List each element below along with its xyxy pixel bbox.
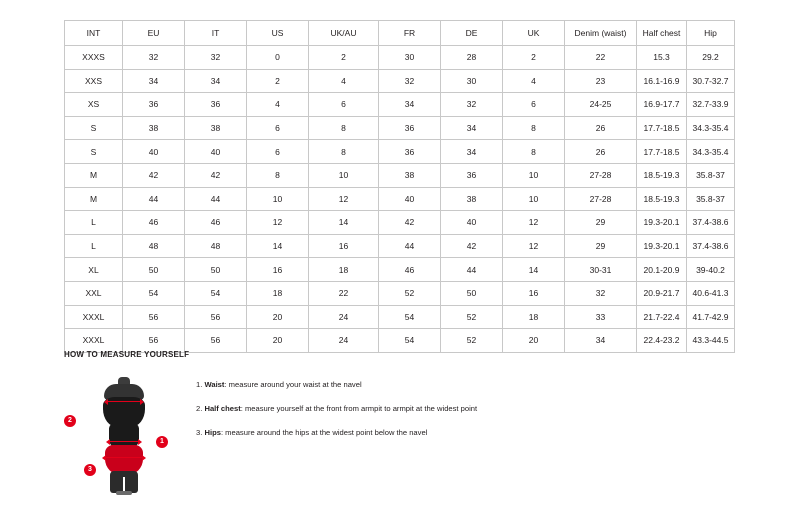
cell-fr: 36 [379, 140, 441, 164]
cell-denim-waist: 29 [565, 211, 637, 235]
cell-it: 38 [185, 116, 247, 140]
table-header [65, 21, 735, 46]
mannequin-body-icon [102, 377, 146, 487]
cell-int: XXXS [65, 46, 123, 70]
cell-uk: 6 [503, 93, 565, 117]
cell-uk-au: 16 [309, 234, 379, 258]
cell-half-chest: 20.1-20.9 [637, 258, 687, 282]
column-header-int: INT [65, 21, 123, 46]
how-to-measure-body [64, 369, 744, 499]
cell-hip: 34.3-35.4 [687, 116, 735, 140]
step-text: : measure yourself at the front from armpit to armpit at the widest point [240, 404, 478, 413]
how-to-measure-title: HOW TO MEASURE YOURSELF [64, 350, 190, 359]
cell-hip: 43.3-44.5 [687, 329, 735, 353]
cell-fr: 38 [379, 163, 441, 187]
hip-measure-arrow-icon [106, 457, 142, 458]
table-row [65, 140, 735, 164]
cell-hip: 37.4-38.6 [687, 211, 735, 235]
cell-fr: 44 [379, 234, 441, 258]
cell-half-chest: 21.7-22.4 [637, 305, 687, 329]
cell-de: 52 [441, 305, 503, 329]
step-number: 1. [196, 380, 203, 389]
cell-eu: 56 [123, 305, 185, 329]
measure-step-waist [196, 379, 477, 390]
table-row [65, 46, 735, 70]
cell-half-chest: 17.7-18.5 [637, 140, 687, 164]
cell-it: 56 [185, 305, 247, 329]
step-text: : measure around the hips at the widest point below the navel [220, 428, 428, 437]
cell-hip: 35.8-37 [687, 163, 735, 187]
cell-us: 10 [247, 187, 309, 211]
cell-de: 34 [441, 140, 503, 164]
table-row [65, 329, 735, 353]
cell-de: 44 [441, 258, 503, 282]
column-header-us: US [247, 21, 309, 46]
step-number: 3. [196, 428, 203, 437]
cell-eu: 46 [123, 211, 185, 235]
cell-denim-waist: 30-31 [565, 258, 637, 282]
cell-de: 50 [441, 281, 503, 305]
cell-us: 18 [247, 281, 309, 305]
cell-eu: 48 [123, 234, 185, 258]
cell-uk: 8 [503, 140, 565, 164]
cell-uk-au: 14 [309, 211, 379, 235]
cell-uk-au: 4 [309, 69, 379, 93]
column-header-half-chest: Half chest [637, 21, 687, 46]
cell-it: 46 [185, 211, 247, 235]
cell-uk: 2 [503, 46, 565, 70]
cell-half-chest: 17.7-18.5 [637, 116, 687, 140]
table-row [65, 93, 735, 117]
cell-it: 32 [185, 46, 247, 70]
cell-uk-au: 24 [309, 305, 379, 329]
cell-it: 54 [185, 281, 247, 305]
cell-denim-waist: 26 [565, 116, 637, 140]
step-term: Waist [204, 380, 225, 389]
table-row [65, 281, 735, 305]
cell-uk-au: 8 [309, 140, 379, 164]
cell-us: 20 [247, 329, 309, 353]
size-chart-container [64, 20, 734, 353]
table-header-row [65, 21, 735, 46]
waist-measure-arrow-icon [110, 441, 138, 442]
cell-denim-waist: 27-28 [565, 163, 637, 187]
table-row [65, 234, 735, 258]
cell-us: 4 [247, 93, 309, 117]
cell-hip: 34.3-35.4 [687, 140, 735, 164]
measure-steps-list [196, 369, 477, 451]
cell-uk-au: 24 [309, 329, 379, 353]
cell-de: 32 [441, 93, 503, 117]
cell-us: 20 [247, 305, 309, 329]
cell-int: M [65, 187, 123, 211]
cell-de: 40 [441, 211, 503, 235]
cell-de: 30 [441, 69, 503, 93]
cell-fr: 30 [379, 46, 441, 70]
cell-int: S [65, 140, 123, 164]
cell-fr: 40 [379, 187, 441, 211]
column-header-it: IT [185, 21, 247, 46]
table-row [65, 187, 735, 211]
mannequin-figure [64, 369, 180, 499]
cell-hip: 39-40.2 [687, 258, 735, 282]
table-body [65, 46, 735, 353]
cell-us: 6 [247, 116, 309, 140]
cell-fr: 52 [379, 281, 441, 305]
cell-us: 12 [247, 211, 309, 235]
cell-us: 6 [247, 140, 309, 164]
cell-half-chest: 16.9-17.7 [637, 93, 687, 117]
cell-us: 14 [247, 234, 309, 258]
step-number: 2. [196, 404, 203, 413]
cell-int: L [65, 211, 123, 235]
cell-fr: 42 [379, 211, 441, 235]
measure-step-hips [196, 427, 477, 438]
cell-hip: 29.2 [687, 46, 735, 70]
cell-hip: 37.4-38.6 [687, 234, 735, 258]
cell-hip: 32.7-33.9 [687, 93, 735, 117]
cell-denim-waist: 24-25 [565, 93, 637, 117]
marker-1: 1 [156, 436, 168, 448]
cell-hip: 35.8-37 [687, 187, 735, 211]
cell-eu: 36 [123, 93, 185, 117]
column-header-fr: FR [379, 21, 441, 46]
cell-int: XXS [65, 69, 123, 93]
cell-denim-waist: 33 [565, 305, 637, 329]
cell-hip: 41.7-42.9 [687, 305, 735, 329]
cell-uk: 18 [503, 305, 565, 329]
cell-it: 44 [185, 187, 247, 211]
cell-it: 34 [185, 69, 247, 93]
cell-eu: 50 [123, 258, 185, 282]
cell-denim-waist: 32 [565, 281, 637, 305]
column-header-de: DE [441, 21, 503, 46]
cell-de: 36 [441, 163, 503, 187]
cell-int: XXXL [65, 329, 123, 353]
cell-int: XXXL [65, 305, 123, 329]
cell-denim-waist: 27-28 [565, 187, 637, 211]
step-term: Hips [204, 428, 221, 437]
cell-eu: 44 [123, 187, 185, 211]
table-row [65, 116, 735, 140]
cell-it: 50 [185, 258, 247, 282]
cell-int: XS [65, 93, 123, 117]
cell-it: 40 [185, 140, 247, 164]
cell-it: 36 [185, 93, 247, 117]
column-header-hip: Hip [687, 21, 735, 46]
cell-uk: 12 [503, 234, 565, 258]
cell-denim-waist: 29 [565, 234, 637, 258]
cell-half-chest: 20.9-21.7 [637, 281, 687, 305]
cell-de: 52 [441, 329, 503, 353]
cell-denim-waist: 22 [565, 46, 637, 70]
cell-half-chest: 16.1-16.9 [637, 69, 687, 93]
cell-de: 42 [441, 234, 503, 258]
column-header-eu: EU [123, 21, 185, 46]
cell-fr: 36 [379, 116, 441, 140]
cell-it: 48 [185, 234, 247, 258]
marker-2: 2 [64, 415, 76, 427]
cell-denim-waist: 34 [565, 329, 637, 353]
cell-uk-au: 2 [309, 46, 379, 70]
cell-uk-au: 10 [309, 163, 379, 187]
cell-it: 42 [185, 163, 247, 187]
cell-uk: 20 [503, 329, 565, 353]
cell-eu: 34 [123, 69, 185, 93]
table-row [65, 69, 735, 93]
cell-eu: 32 [123, 46, 185, 70]
cell-eu: 54 [123, 281, 185, 305]
table-row [65, 211, 735, 235]
cell-de: 28 [441, 46, 503, 70]
cell-uk: 14 [503, 258, 565, 282]
cell-half-chest: 18.5-19.3 [637, 163, 687, 187]
cell-de: 34 [441, 116, 503, 140]
cell-denim-waist: 23 [565, 69, 637, 93]
cell-int: XXL [65, 281, 123, 305]
cell-uk: 10 [503, 187, 565, 211]
size-chart-table [64, 20, 735, 353]
marker-3: 3 [84, 464, 96, 476]
cell-hip: 30.7-32.7 [687, 69, 735, 93]
cell-fr: 32 [379, 69, 441, 93]
cell-uk-au: 22 [309, 281, 379, 305]
cell-eu: 40 [123, 140, 185, 164]
table-row [65, 163, 735, 187]
cell-us: 2 [247, 69, 309, 93]
cell-denim-waist: 26 [565, 140, 637, 164]
how-to-measure-section [64, 350, 744, 499]
column-header-uk: UK [503, 21, 565, 46]
cell-eu: 42 [123, 163, 185, 187]
column-header-denim-waist: Denim (waist) [565, 21, 637, 46]
cell-de: 38 [441, 187, 503, 211]
cell-us: 0 [247, 46, 309, 70]
cell-us: 8 [247, 163, 309, 187]
step-text: : measure around your waist at the navel [224, 380, 362, 389]
mannequin-stand [116, 491, 132, 495]
cell-uk-au: 8 [309, 116, 379, 140]
cell-fr: 54 [379, 329, 441, 353]
column-header-uk-au: UK/AU [309, 21, 379, 46]
cell-hip: 40.6-41.3 [687, 281, 735, 305]
measure-step-half-chest [196, 403, 477, 414]
cell-eu: 38 [123, 116, 185, 140]
cell-int: XL [65, 258, 123, 282]
cell-uk: 16 [503, 281, 565, 305]
cell-us: 16 [247, 258, 309, 282]
cell-half-chest: 18.5-19.3 [637, 187, 687, 211]
cell-eu: 56 [123, 329, 185, 353]
cell-uk: 12 [503, 211, 565, 235]
cell-half-chest: 15.3 [637, 46, 687, 70]
step-term: Half chest [204, 404, 241, 413]
cell-uk: 10 [503, 163, 565, 187]
cell-it: 56 [185, 329, 247, 353]
cell-fr: 54 [379, 305, 441, 329]
cell-fr: 46 [379, 258, 441, 282]
cell-int: L [65, 234, 123, 258]
cell-int: S [65, 116, 123, 140]
table-row [65, 258, 735, 282]
half-chest-measure-arrow-icon [108, 401, 140, 402]
cell-fr: 34 [379, 93, 441, 117]
cell-uk-au: 18 [309, 258, 379, 282]
cell-half-chest: 19.3-20.1 [637, 234, 687, 258]
cell-int: M [65, 163, 123, 187]
table-row [65, 305, 735, 329]
cell-uk-au: 12 [309, 187, 379, 211]
cell-uk: 8 [503, 116, 565, 140]
cell-uk: 4 [503, 69, 565, 93]
cell-half-chest: 19.3-20.1 [637, 211, 687, 235]
cell-half-chest: 22.4-23.2 [637, 329, 687, 353]
cell-uk-au: 6 [309, 93, 379, 117]
